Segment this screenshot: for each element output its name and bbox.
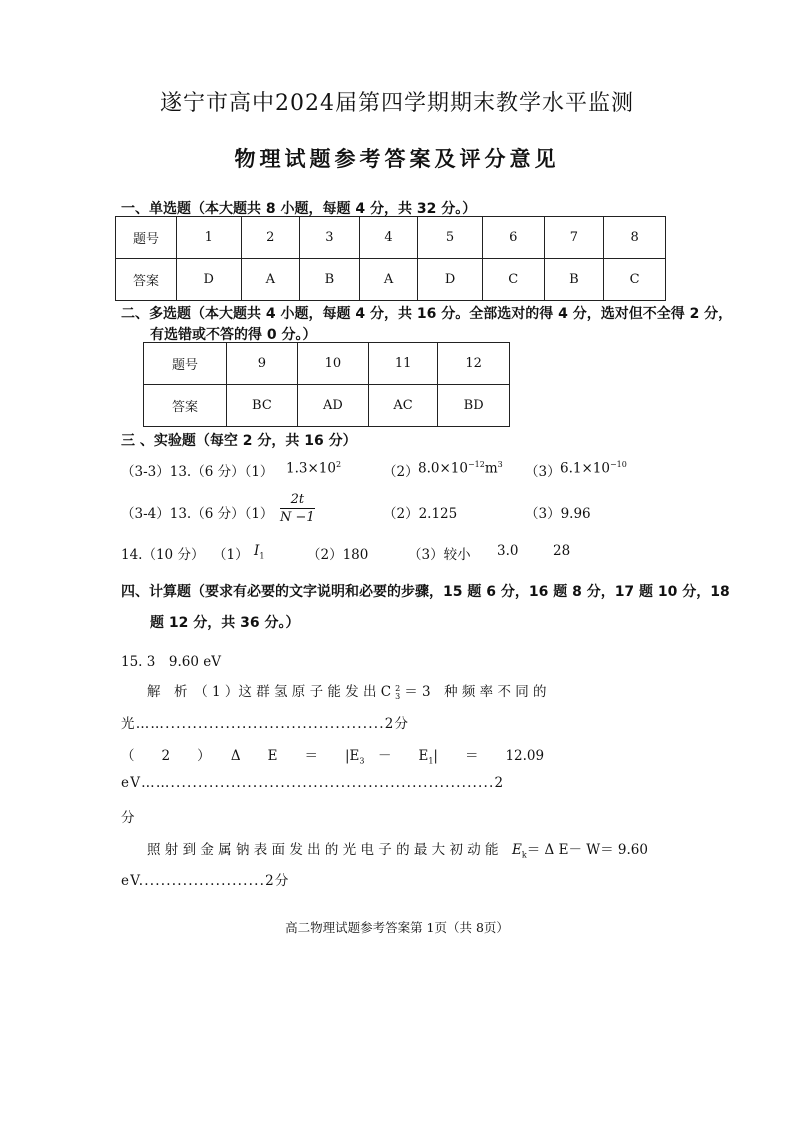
section2-heading-line2: 有选错或不答的得 0 分。）	[150, 327, 317, 343]
q13a-part2-label: （2）	[383, 464, 419, 480]
document-subtitle: 物理试题参考答案及评分意见	[234, 146, 560, 171]
table-cell: 10	[297, 343, 368, 385]
q15-analysis-line2: 光……........................................2分	[121, 716, 410, 732]
q13a-prefix: （3-3）13.（6 分）（1）	[121, 464, 274, 480]
q14-answer3: （3）较小	[408, 547, 471, 563]
table-cell: AC	[368, 385, 437, 427]
table-cell: 6	[482, 217, 544, 259]
q15-energy-line: （ 2 ） Δ E ＝ $|E_3$ － $E_1|$ ＝ 12.09	[121, 748, 545, 766]
section4-heading-line2: 题 12 分，共 36 分。）	[150, 615, 300, 631]
row-label-answer: 答案	[144, 385, 227, 427]
table-cell: 3	[300, 217, 360, 259]
q15-kinetic-line: 照 射 到 金 属 钠 表 面 发 出 的 光 电 子 的 最 大 初 动 能 $E_k= \Delta$ E－ W＝ 9.60	[147, 842, 648, 860]
table-cell: D	[177, 259, 242, 301]
q14-prefix: 14.（10 分）	[121, 547, 205, 563]
table-cell: 7	[544, 217, 604, 259]
section2-heading-line1: 二、多选题（本大题共 4 小题，每题 4 分，共 16 分。全部选对的得 4 分，选对但不全得 2 分，	[121, 306, 733, 322]
q13b-answer3: （3）9.96	[525, 506, 591, 522]
table-cell: 8	[604, 217, 666, 259]
q13b-prefix: （3-4）13.（6 分）（1）	[121, 506, 274, 522]
table-cell: 12	[438, 343, 510, 385]
q15-energy-score: 分	[121, 810, 135, 826]
q14-answer4: 3.0	[497, 543, 519, 559]
q14-answer5: 28	[553, 543, 571, 559]
q14-part1-label: （1）	[213, 547, 249, 563]
table-cell: C	[482, 259, 544, 301]
table-cell: 1	[177, 217, 242, 259]
q13b-answer2: （2）2.125	[383, 506, 458, 522]
q13a-part3-label: （3）	[525, 464, 561, 480]
table-cell: BD	[438, 385, 510, 427]
table-cell: A	[359, 259, 418, 301]
table-cell: C	[604, 259, 666, 301]
q15-energy-dots: eV……...........................................................2	[121, 775, 505, 791]
section1-heading: 一、单选题（本大题共 8 小题，每题 4 分，共 32 分。）	[121, 201, 477, 217]
q13a-answer1: $1.3\times 10^2$	[286, 460, 342, 477]
q13b-fraction: $\frac{2t}{N -1}$	[280, 492, 315, 525]
table-cell: D	[418, 259, 483, 301]
multi-choice-table	[143, 342, 510, 427]
section4-heading-line1: 四、计算题（要求有必要的文字说明和必要的步骤，15 题 6 分，16 题 8 分，17 题 10 分，18	[121, 584, 730, 600]
table-cell: 2	[241, 217, 300, 259]
table-cell: 9	[227, 343, 298, 385]
q15-header: 15. 3 9.60 eV	[121, 654, 221, 670]
table-cell: AD	[297, 385, 368, 427]
page-footer: 高二物理试题参考答案第 1页（共 8页）	[285, 920, 509, 935]
single-choice-table	[115, 216, 666, 301]
row-label-number: 题号	[116, 217, 177, 259]
table-cell: B	[300, 259, 360, 301]
table-cell: 5	[418, 217, 483, 259]
q15-analysis-line1: 解 析 （ 1 ）这 群 氢 原 子 能 发 出 C 2 3 ＝ 3 种 频 率 不 同 的	[147, 683, 547, 701]
q14-answer2: （2）180	[307, 547, 369, 563]
table-cell: B	[544, 259, 604, 301]
section3-heading: 三 、实验题（每空 2 分，共 16 分）	[121, 433, 357, 449]
q15-kinetic-score: eV.......................2分	[121, 873, 290, 889]
table-cell: 11	[368, 343, 437, 385]
table-cell: BC	[227, 385, 298, 427]
table-cell: A	[241, 259, 300, 301]
q13a-answer3: $6.1\times 10^{-10}$	[560, 460, 627, 477]
document-title: 遂宁市高中2024届第四学期期末教学水平监测	[160, 91, 634, 116]
q14-answer1: $I_1$	[254, 543, 265, 561]
q13a-answer2: $8.0\times 10^{-12}m^3$	[418, 460, 503, 477]
row-label-answer: 答案	[116, 259, 177, 301]
row-label-number: 题号	[144, 343, 227, 385]
table-cell: 4	[359, 217, 418, 259]
